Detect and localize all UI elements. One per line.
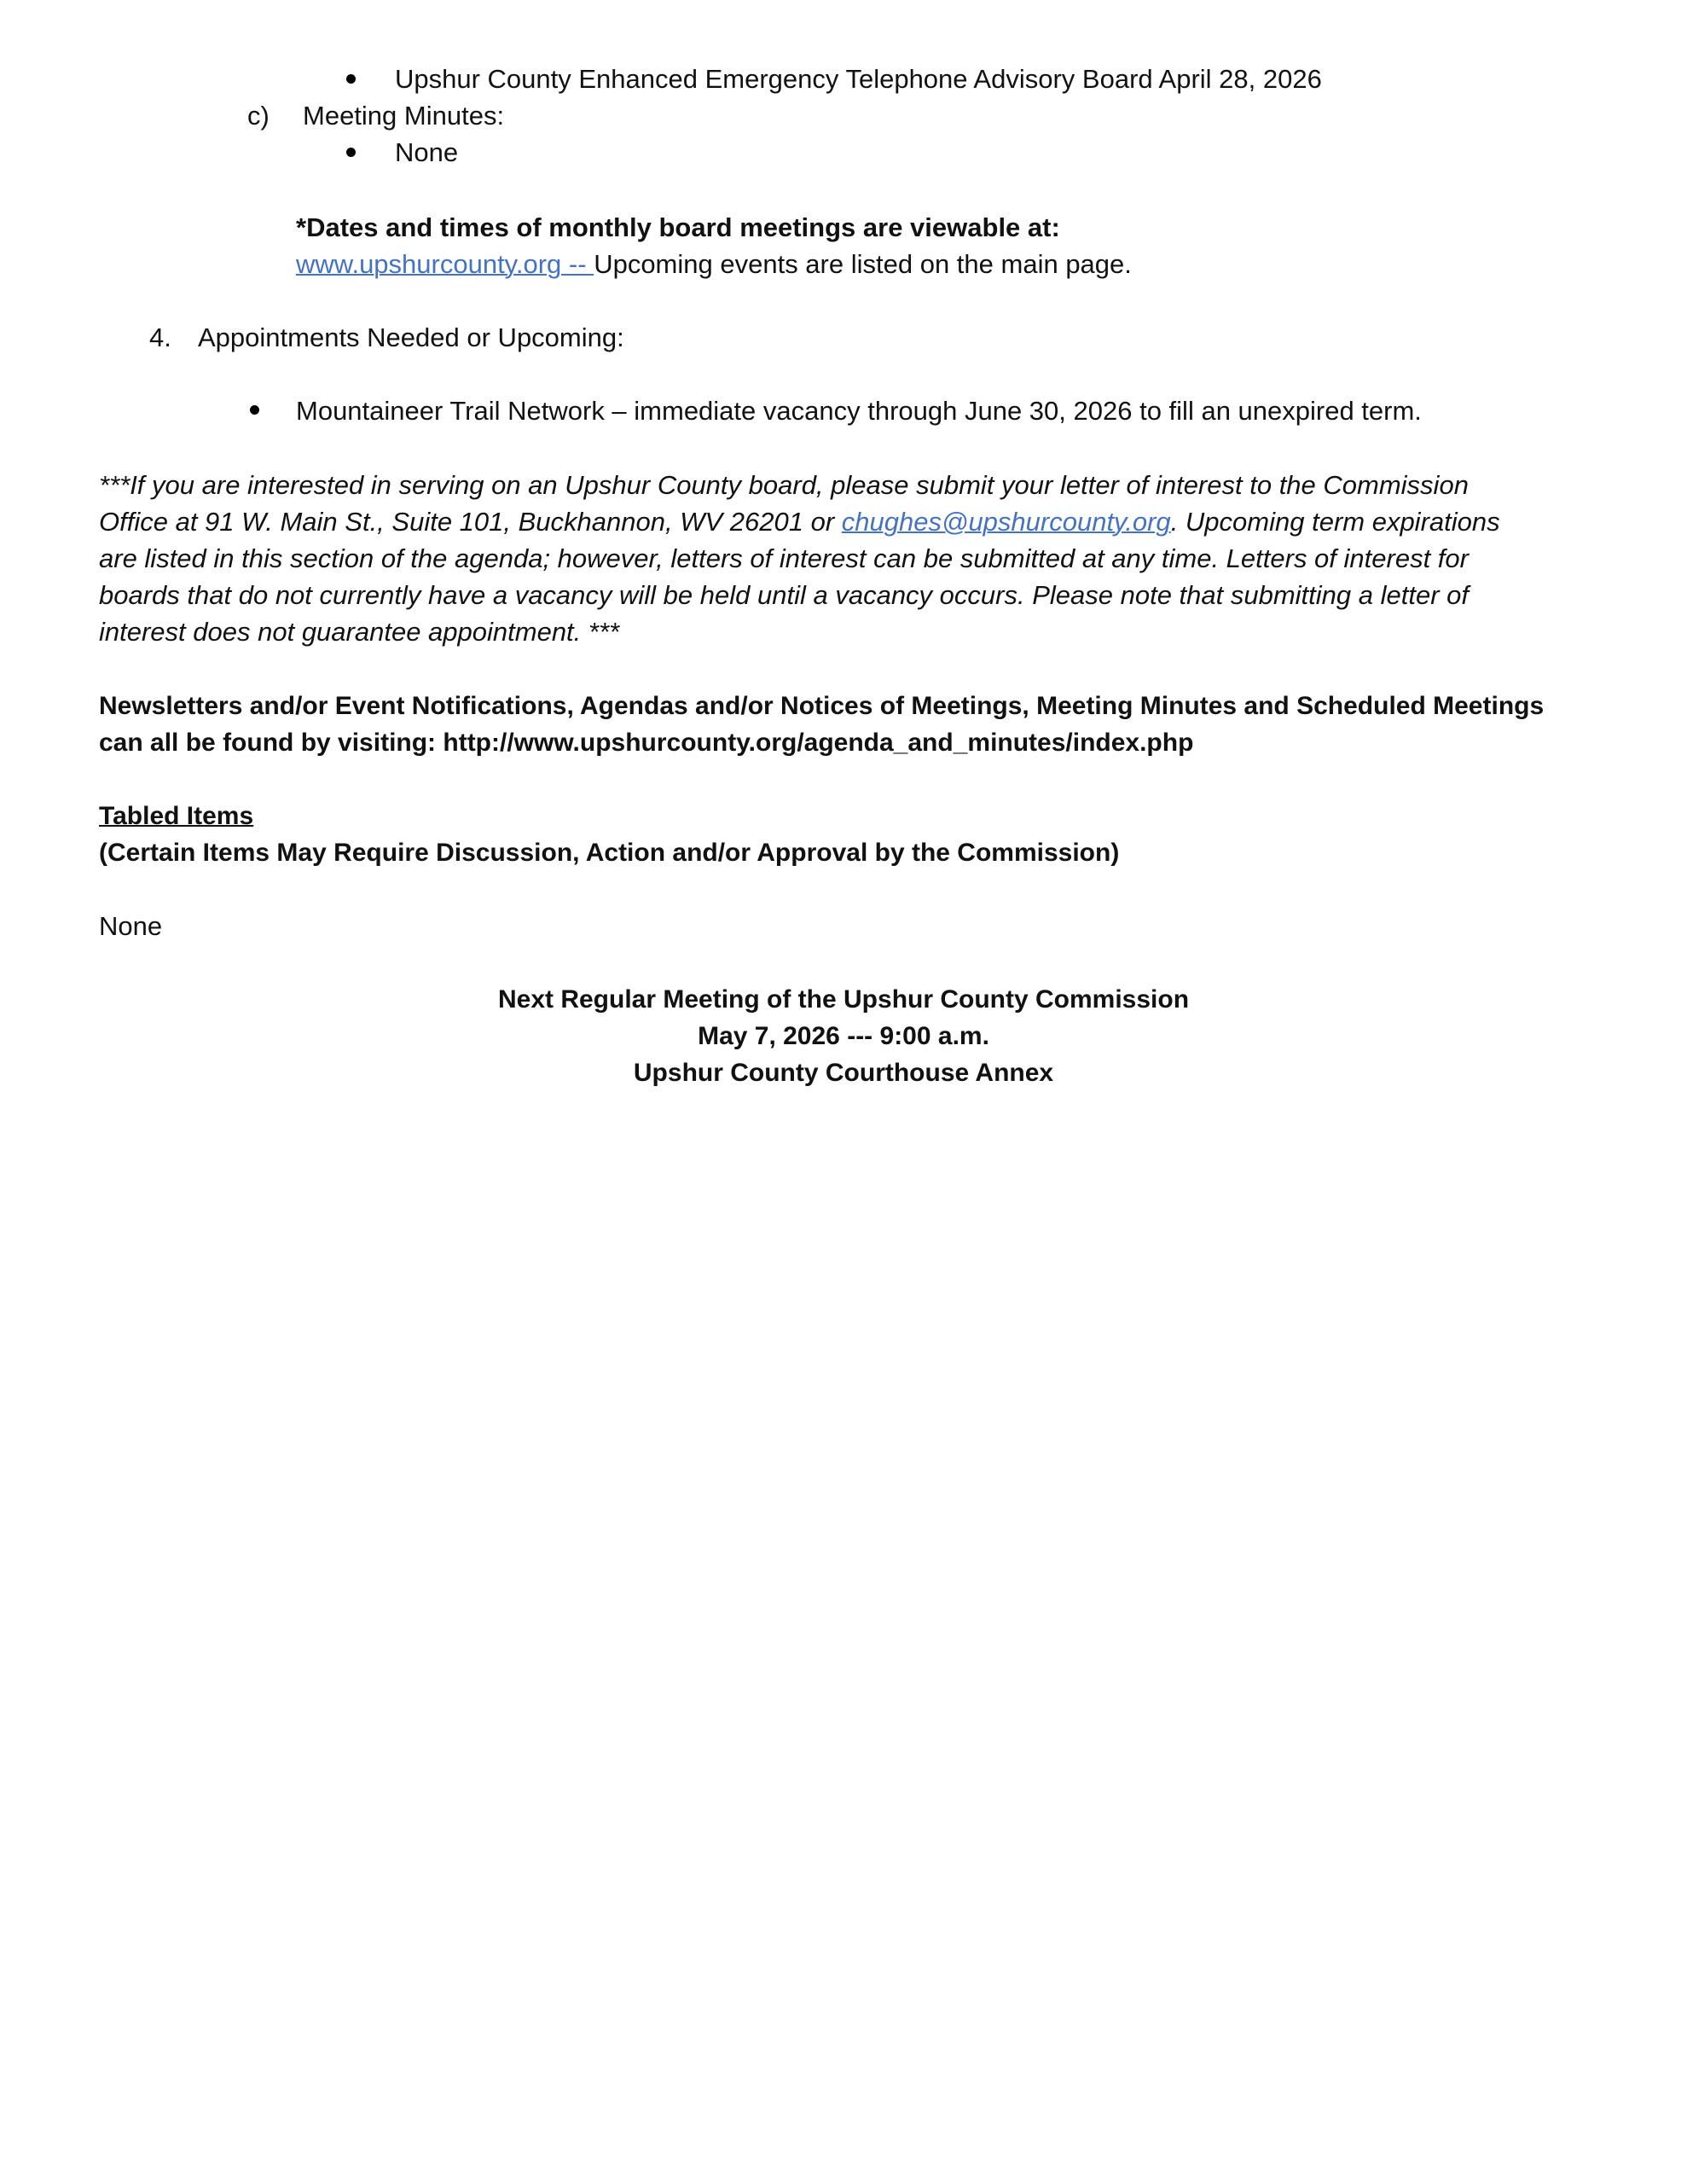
board-dates-trailing: Upcoming events are listed on the main page. bbox=[594, 249, 1132, 279]
appointment-item: Mountaineer Trail Network – immediate vacancy through June 30, 2026 to fill an unexpired term. bbox=[296, 396, 1422, 426]
meeting-minutes-heading: Meeting Minutes: bbox=[303, 101, 505, 131]
board-dates-heading: *Dates and times of monthly board meetings are viewable at: bbox=[296, 212, 1060, 242]
bullet-icon bbox=[250, 405, 259, 415]
upshurcounty-link[interactable]: www.upshurcounty.org -- bbox=[296, 249, 594, 279]
interest-line-3: are listed in this section of the agenda; however, letters of interest can be submitted at any time. Letters of interest for bbox=[99, 543, 1469, 573]
meeting-minutes-item: None bbox=[395, 137, 459, 167]
board-dates-line bbox=[296, 246, 1132, 282]
section-c-marker: c) bbox=[247, 101, 270, 131]
bullet-icon bbox=[346, 74, 356, 84]
board-meeting-item: Upshur County Enhanced Emergency Telephone Advisory Board April 28, 2026 bbox=[395, 64, 1322, 94]
appointments-number: 4. bbox=[149, 322, 171, 352]
appointments-heading: Appointments Needed or Upcoming: bbox=[198, 322, 624, 352]
resources-line-2: can all be found by visiting: http://www.upshurcounty.org/agenda_and_minutes/index.php bbox=[99, 729, 1194, 757]
tabled-items-content: None bbox=[99, 911, 163, 941]
resources-line-1: Newsletters and/or Event Notifications, Agendas and/or Notices of Meetings, Meeting Minutes and Scheduled Meetings bbox=[99, 692, 1545, 720]
next-meeting-title: Next Regular Meeting of the Upshur County Commission bbox=[497, 985, 1190, 1014]
interest-line-2: Office at 91 W. Main St., Suite 101, Buckhannon, WV 26201 or chughes@upshurcounty.org. Upcoming term expirations bbox=[99, 507, 1500, 537]
next-meeting-location: Upshur County Courthouse Annex bbox=[633, 1059, 1054, 1087]
tabled-items-heading: Tabled Items bbox=[99, 802, 254, 830]
interest-line-5: interest does not guarantee appointment. *** bbox=[99, 617, 620, 647]
bullet-icon bbox=[346, 148, 356, 157]
interest-line-1: ***If you are interested in serving on an Upshur County board, please submit your letter of interest to the Commission bbox=[99, 470, 1469, 500]
tabled-items-subheading: (Certain Items May Require Discussion, Action and/or Approval by the Commission) bbox=[99, 839, 1120, 867]
interest-notice bbox=[99, 467, 1583, 650]
interest-line-4: boards that do not currently have a vacancy will be held until a vacancy occurs. Please note that submitting a letter of bbox=[99, 580, 1470, 610]
next-meeting-datetime: May 7, 2026 --- 9:00 a.m. bbox=[698, 1022, 989, 1050]
email-link[interactable]: chughes@upshurcounty.org bbox=[841, 507, 1171, 537]
